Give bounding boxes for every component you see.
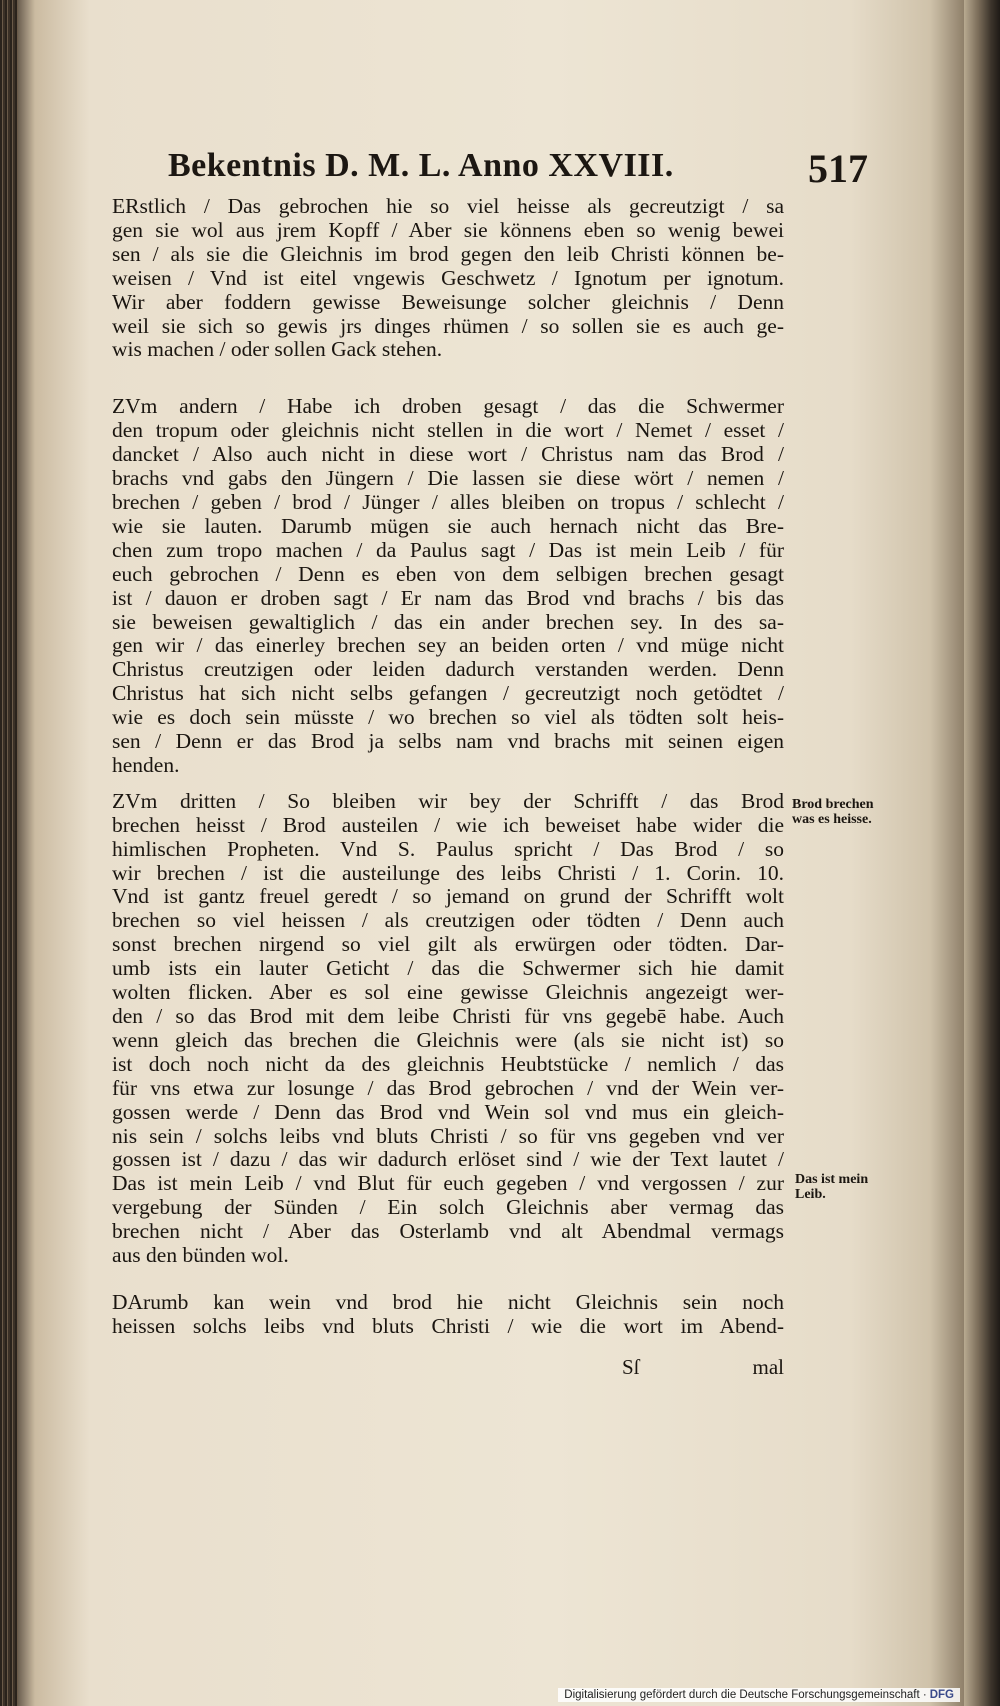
dfg-logo: DFG [929, 1689, 954, 1701]
paragraph [112, 195, 784, 362]
catchword: mal [752, 1355, 784, 1379]
text-line: ist doch noch nicht da des gleichnis Heubtstücke / nemlich / das [112, 1052, 784, 1076]
text-line: brechen so viel heissen / als creutzigen oder tödten / Denn auch [112, 909, 784, 933]
text-line: brechen / geben / brod / Jünger / alles bleiben on tropus / schlecht / [112, 490, 784, 514]
text-line: chen zum tropo machen / da Paulus sagt / Das ist mein Leib / für [112, 538, 784, 562]
text-line: gossen ist / dazu / das wir dadurch erlöset sind / wie der Text lautet / [112, 1148, 784, 1172]
text-line: wis machen / oder sollen Gack stehen. [112, 338, 443, 362]
text-line: wenn gleich das brechen die Gleichnis were (als sie nicht ist) so [112, 1028, 784, 1052]
text-line: Das ist mein Leib / vnd Blut für euch gegeben / vnd vergossen / zur [112, 1172, 784, 1196]
text-line: den / so das Brod mit dem leibe Christi für vns gegebē habe. Auch [112, 1005, 784, 1028]
main-text-block [112, 195, 784, 1339]
text-line: Wir aber foddern gewisse Beweisunge solcher gleichnis / Denn [112, 290, 784, 314]
text-line: ZVm dritten / So bleiben wir bey der Schrifft / das Brod [112, 789, 784, 813]
page-number: 517 [808, 146, 868, 191]
running-title: Bekentnis D. M. L. Anno XXVIII. [168, 147, 674, 184]
catchword-line [112, 1355, 784, 1379]
text-line: sen / Denn er das Brod ja selbs nam vnd brachs mit seinen eigen [112, 730, 784, 754]
paragraph [112, 395, 784, 778]
paragraph-gap [112, 1268, 784, 1291]
text-line: weil sie sich so gewis jrs dinges rhümen / so sollen sie es auch ge- [112, 314, 784, 338]
text-line: gossen werde / Denn das Brod vnd Wein sol vnd mus ein gleich- [112, 1100, 784, 1124]
paragraph-gap [112, 362, 784, 395]
text-line: wie es doch sein müsste / wo brechen so viel als tödten solt heis- [112, 706, 784, 730]
text-line: umb ists ein lauter Geticht / das die Schwermer sich hie damit [112, 957, 784, 981]
text-line: ZVm andern / Habe ich droben gesagt / das die Schwermer [112, 395, 784, 419]
marginal-note-das-ist-mein-leib [795, 1172, 868, 1202]
text-line: DArumb kan wein vnd brod hie nicht Gleichnis sein noch [112, 1290, 784, 1314]
digitization-footer [558, 1688, 960, 1702]
text-line: sie beweisen gewaltiglich / das ein ander brechen sey. In des sa- [112, 610, 784, 634]
marginal-note-line: Das ist mein [795, 1172, 869, 1187]
paragraph-gap [112, 778, 784, 790]
text-line: wir brechen / ist die austeilunge des leibs Christi / 1. Corin. 10. [112, 861, 784, 885]
text-line: henden. [112, 753, 180, 777]
text-line: für vns etwa zur losunge / das Brod gebrochen / vnd der Wein ver- [112, 1076, 784, 1100]
paragraph [112, 1291, 784, 1339]
text-line: heissen solchs leibs vnd bluts Christi / wie die wort im Abend- [112, 1314, 784, 1338]
text-line: Christus creutzigen oder leiden dadurch verstanden werden. Denn [112, 658, 784, 682]
marginal-note-brod-brechen [792, 797, 874, 827]
text-line: sonst brechen nirgend so viel gilt als erwürgen oder tödten. Dar- [112, 933, 784, 957]
text-line: brachs vnd gabs den Jüngern / Die lassen sie diese wört / nemen / [112, 467, 784, 491]
text-line: aus den bünden wol. [112, 1244, 289, 1268]
text-line: sen / als sie die Gleichnis im brod gegen den leib Christi können be- [112, 242, 784, 266]
text-line: gen sie wol aus jrem Kopff / Aber sie könnens eben so wenig bewei [112, 218, 784, 242]
text-line: dancket / Also auch nicht in diese wort / Christus nam das Brod / [112, 443, 784, 467]
text-line: Vnd ist gantz freuel geredt / so jemand on grund der Schrifft wolt [112, 885, 784, 909]
text-line: nis sein / solchs leibs vnd bluts Christi / so für vns gegeben vnd ver [112, 1124, 784, 1148]
text-line: brechen heisst / Brod austeilen / wie ich beweiset habe wider die [112, 813, 784, 837]
text-line: ERstlich / Das gebrochen hie so viel heisse als gecreutzigt / sa [112, 195, 784, 218]
book-spine-edge [0, 0, 18, 1706]
text-line: vergebung der Sünden / Ein solch Gleichnis aber vermag das [112, 1196, 784, 1220]
text-line: wolten flicken. Aber es sol eine gewisse Gleichnis angezeigt wer- [112, 981, 784, 1005]
text-line: den tropum oder gleichnis nicht stellen in die wort / Nemet / esset / [112, 419, 784, 443]
text-line: ist / dauon er droben sagt / Er nam das Brod vnd brachs / bis das [112, 586, 784, 610]
text-line: gen wir / das einerley brechen sey an beiden orten / vnd müge nicht [112, 634, 784, 658]
text-line: euch gebrochen / Denn es eben von dem selbigen brechen gesagt [112, 562, 784, 586]
signature-mark: Sſ [622, 1355, 640, 1379]
text-line: weisen / Vnd ist eitel vngewis Geschwetz / Ignotum per ignotum. [112, 266, 784, 290]
marginal-note-line: Leib. [795, 1187, 826, 1202]
text-line: Christus hat sich nicht selbs gefangen / gecreutzigt noch getödtet / [112, 682, 784, 706]
text-line: brechen nicht / Aber das Osterlamb vnd alt Abendmal vermags [112, 1220, 784, 1244]
marginal-note-line: Brod brechen [792, 797, 874, 812]
text-line: wie sie lauten. Darumb mügen sie auch hernach nicht das Bre- [112, 514, 784, 538]
marginal-note-line: was es heisse. [792, 812, 872, 827]
footer-text: Digitalisierung gefördert durch die Deutsche Forschungsgemeinschaft · [564, 1689, 927, 1701]
text-line: himlischen Propheten. Vnd S. Paulus spricht / Das Brod / so [112, 837, 784, 861]
page-fore-edge [964, 0, 1000, 1706]
paragraph [112, 790, 784, 1268]
page-header [168, 145, 868, 191]
